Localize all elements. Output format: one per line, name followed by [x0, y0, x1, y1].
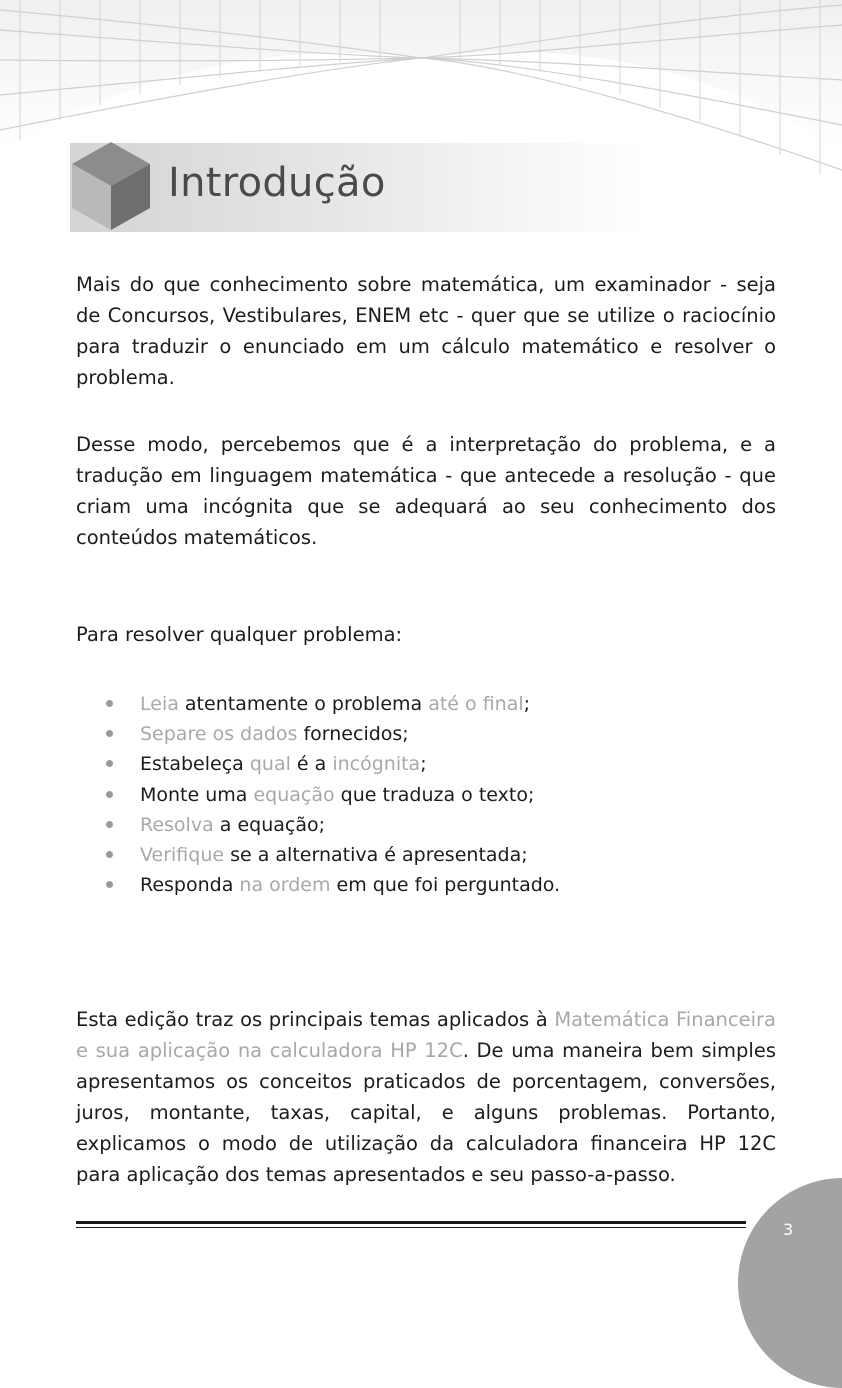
bullet-icon: [106, 821, 113, 828]
footer-rule: [76, 1221, 746, 1224]
list-item: Monte uma equação que traduza o texto;: [100, 780, 560, 810]
highlight-text: Matemática Financeira e sua aplicação na calculadora HP 12C: [76, 1008, 776, 1062]
steps-list: [100, 689, 560, 900]
page-number: 3: [783, 1220, 794, 1239]
list-item: Verifique se a alternativa é apresentada;: [100, 840, 560, 870]
edition-paragraph: Esta edição traz os principais temas aplicados à Matemática Financeira e sua aplicação na calculadora HP 12C. De uma maneira bem simples apresentamos os conceitos praticados de porcentagem, conversões, juros, montante, taxas, capital, e alguns problemas. Portanto, explicamos o modo de utilização da calculadora financeira HP 12C para aplicação dos temas apresentados e seu passo-a-passo.: [76, 1008, 776, 1186]
bullet-icon: [106, 791, 113, 798]
bullet-icon: [106, 700, 113, 707]
interpretation-paragraph: Desse modo, percebemos que é a interpretação do problema, e a tradução em linguagem matemática - que antecede a resolução - que criam uma incógnita que se adequará ao seu conhecimento dos conteúdos matemáticos.: [76, 433, 776, 549]
list-item: Separe os dados fornecidos;: [100, 719, 560, 749]
intro-paragraph: Mais do que conhecimento sobre matemática, um examinador - seja de Concursos, Vestibulares, ENEM etc - quer que se utilize o raciocínio para traduzir o enunciado em um cálculo matemático e resolver o problema.: [76, 273, 776, 389]
list-item: Leia atentamente o problema até o final;: [100, 689, 560, 719]
list-item: Resolva a equação;: [100, 810, 560, 840]
list-item: Responda na ordem em que foi perguntado.: [100, 870, 560, 900]
bullet-icon: [106, 851, 113, 858]
cube-icon: [70, 140, 152, 232]
list-item: Estabeleça qual é a incógnita;: [100, 749, 560, 779]
footer-rule-thin: [76, 1227, 746, 1228]
page-number-badge: [738, 1178, 842, 1388]
bullet-icon: [106, 881, 113, 888]
steps-lead-in: Para resolver qualquer problema:: [76, 623, 403, 646]
bullet-icon: [106, 730, 113, 737]
bullet-icon: [106, 760, 113, 767]
page-title: Introdução: [168, 160, 386, 206]
